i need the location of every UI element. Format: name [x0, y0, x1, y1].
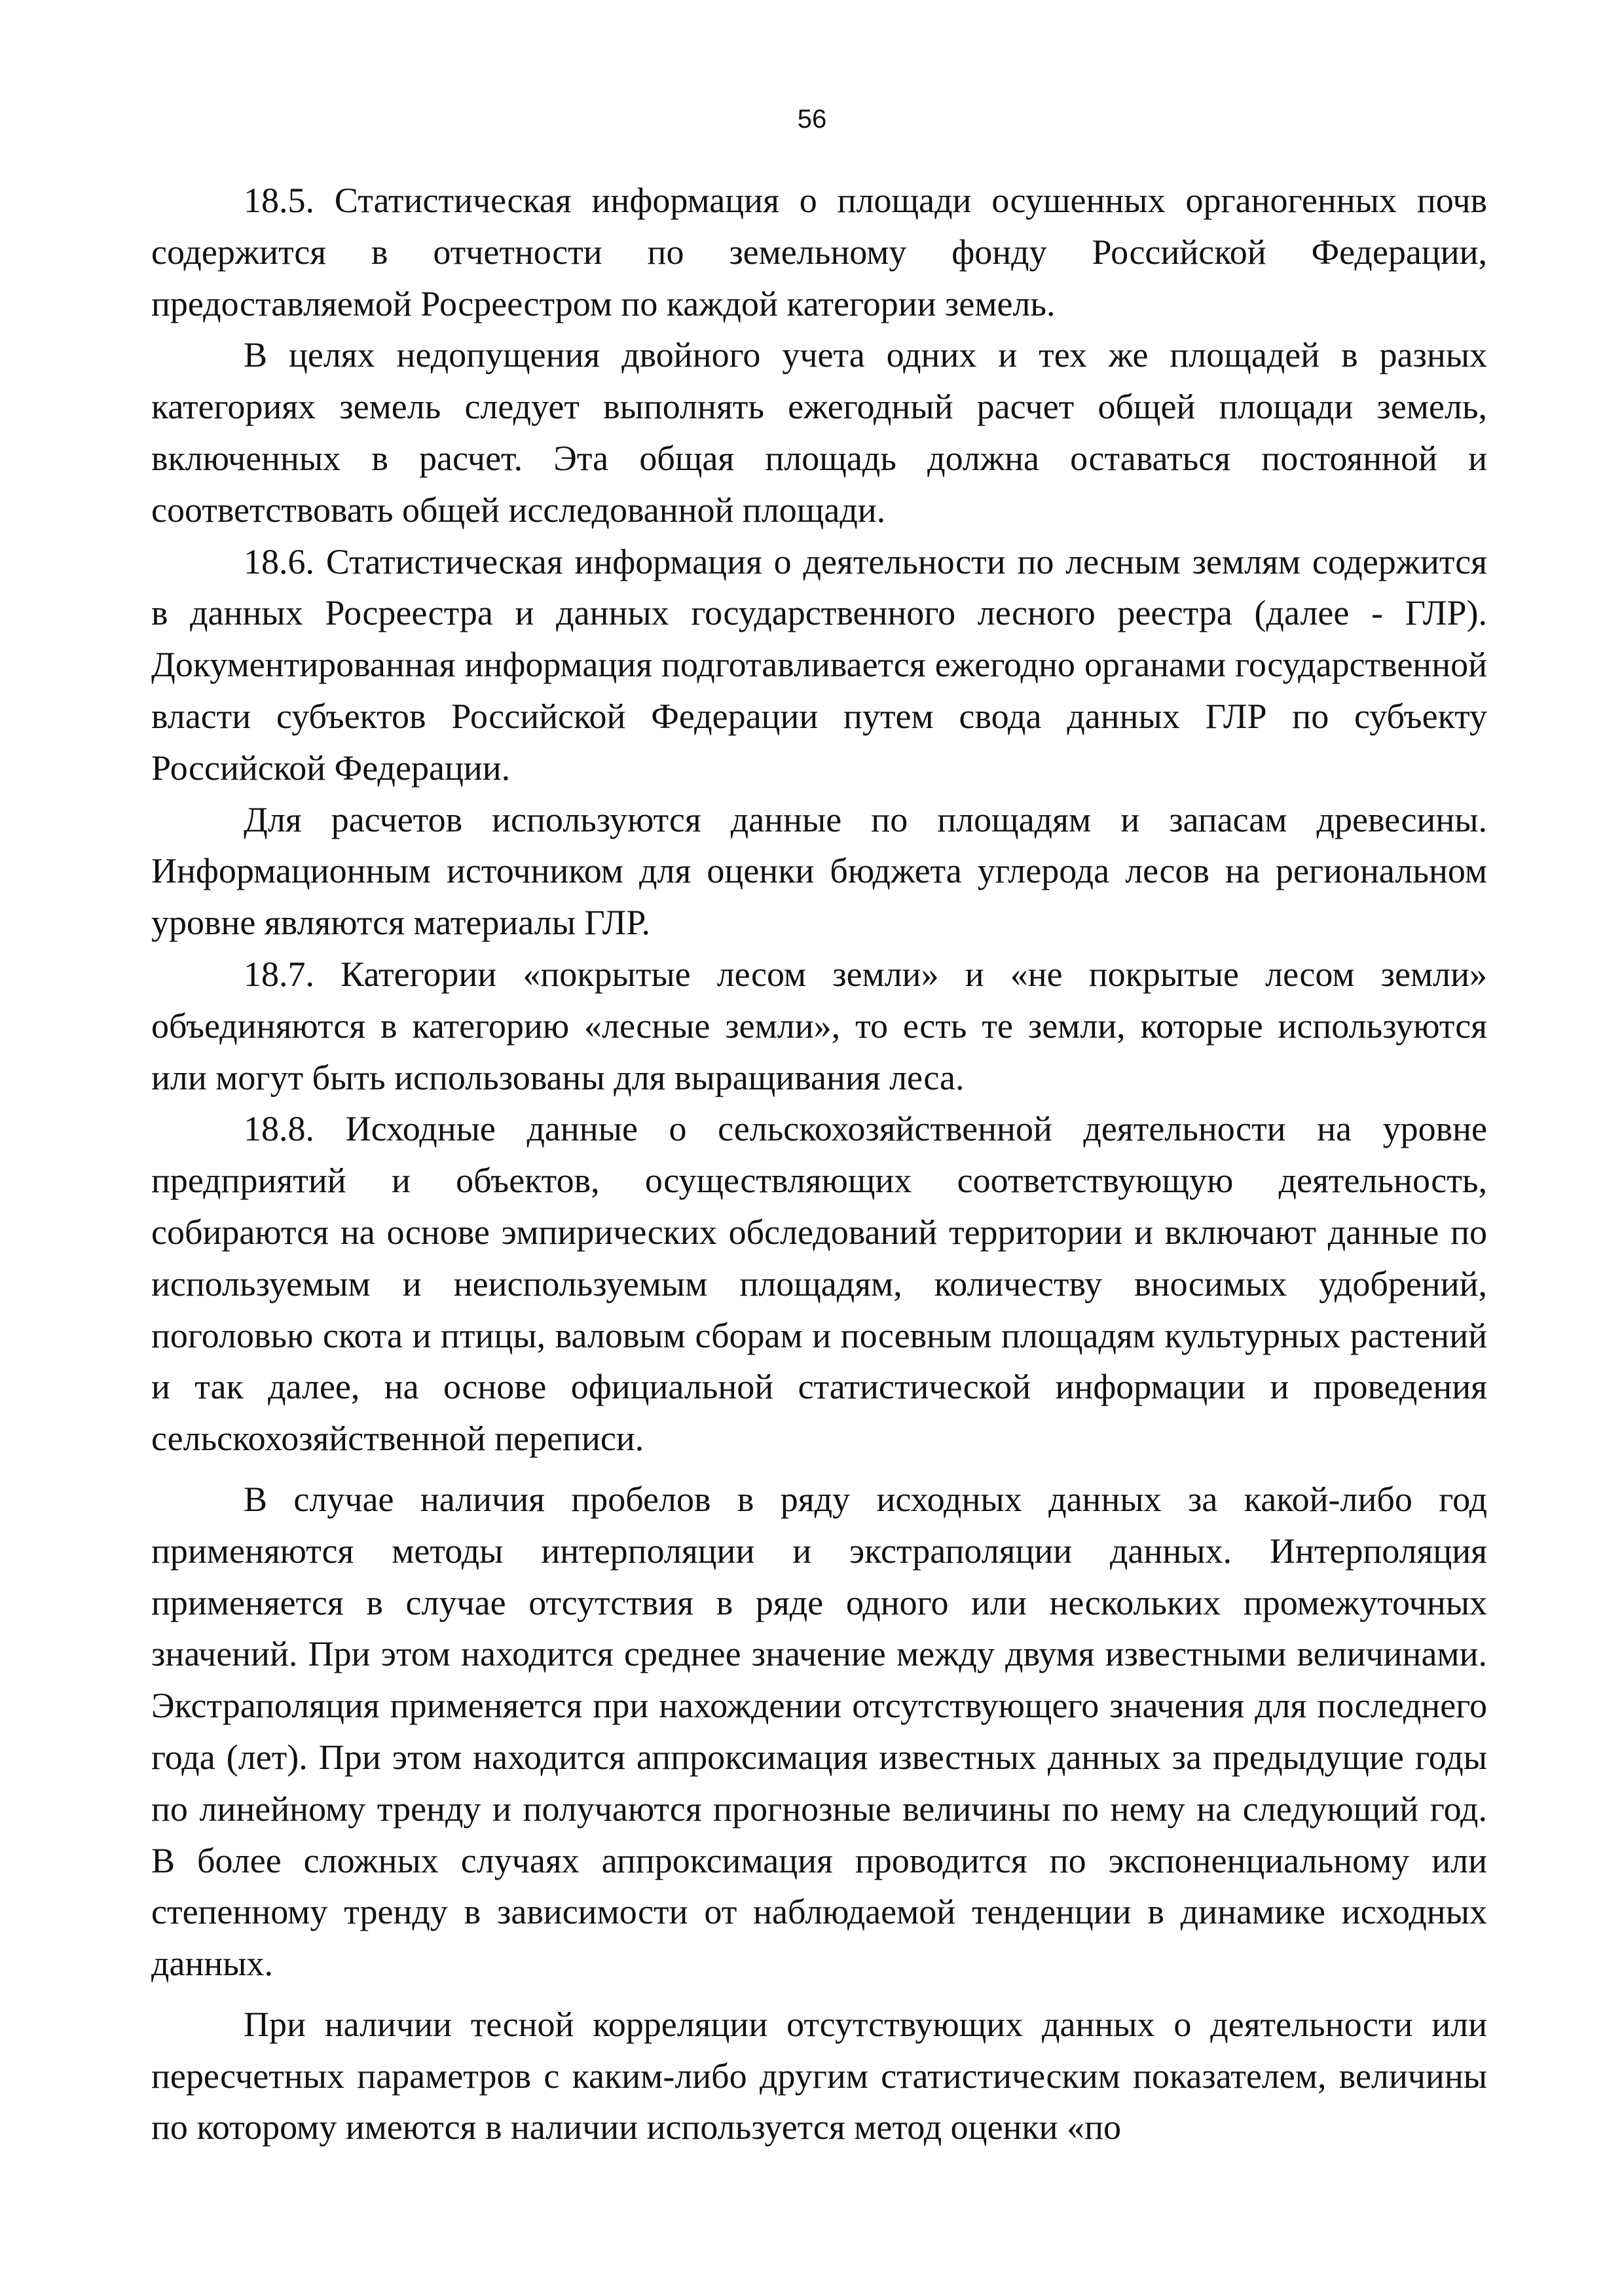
paragraph-interpolation: В случае наличия пробелов в ряду исходных данных за какой-либо год применяются методы интерполяции и экстраполяции данных. Интерполяция применяется в случае отсутствия в ряде одного или нескольких промежуточных значений. При этом находится среднее значение между двумя известными величинами. Экстраполяция применяется при нахождении отсутствующего значения для последнего года (лет). При этом находится аппроксимация известных данных за предыдущие годы по линейному тренду и получаются прогнозные величины по нему на следующий год. В более сложных случаях аппроксимация проводится по экспоненциальному или степенному тренду в зависимости от наблюдаемой тенденции в динамике исходных данных.	[151, 1479, 1487, 1984]
paragraph-timber-data: Для расчетов используются данные по площадям и запасам древесины. Информационным источником для оценки бюджета углерода лесов на региональном уровне являются материалы ГЛР.	[151, 799, 1487, 943]
paragraph-18-6: 18.6. Статистическая информация о деятельности по лесным землям содержится в данных Росреестра и данных государственного лесного реестра (далее - ГЛР). Документированная информация подготавливается ежегодно органами государственной власти субъектов Российской Федерации путем свода данных ГЛР по субъекту Российской Федерации.	[151, 541, 1487, 788]
paragraph-correlation: При наличии тесной корреляции отсутствующих данных о деятельности или пересчетных параметров с каким-либо другим статистическим показателем, величины по которому имеются в наличии используется метод оценки «по	[151, 2004, 1487, 2147]
paragraph-18-7: 18.7. Категории «покрытые лесом земли» и «не покрытые лесом земли» объединяются в категорию «лесные земли», то есть те земли, которые используются или могут быть использованы для выращивания леса.	[151, 954, 1487, 1097]
paragraph-double-count: В целях недопущения двойного учета одних и тех же площадей в разных категориях земель следует выполнять ежегодный расчет общей площади земель, включенных в расчет. Эта общая площадь должна оставаться постоянной и соответствовать общей исследованной площади.	[151, 335, 1487, 530]
document-body	[151, 175, 1487, 2153]
page-number: 56	[797, 105, 827, 134]
paragraph-18-8: 18.8. Исходные данные о сельскохозяйственной деятельности на уровне предприятий и объектов, осуществляющих соответствующую деятельность, собираются на основе эмпирических обследований территории и включают данные по используемым и неиспользуемым площадям, количеству вносимых удобрений, поголовью скота и птицы, валовым сборам и посевным площадям культурных растений и так далее, на основе официальной статистической информации и проведения сельскохозяйственной переписи.	[151, 1109, 1487, 1459]
paragraph-18-5: 18.5. Статистическая информация о площади осушенных органогенных почв содержится в отчетности по земельному фонду Российской Федерации, предоставляемой Росреестром по каждой категории земель.	[151, 181, 1487, 323]
